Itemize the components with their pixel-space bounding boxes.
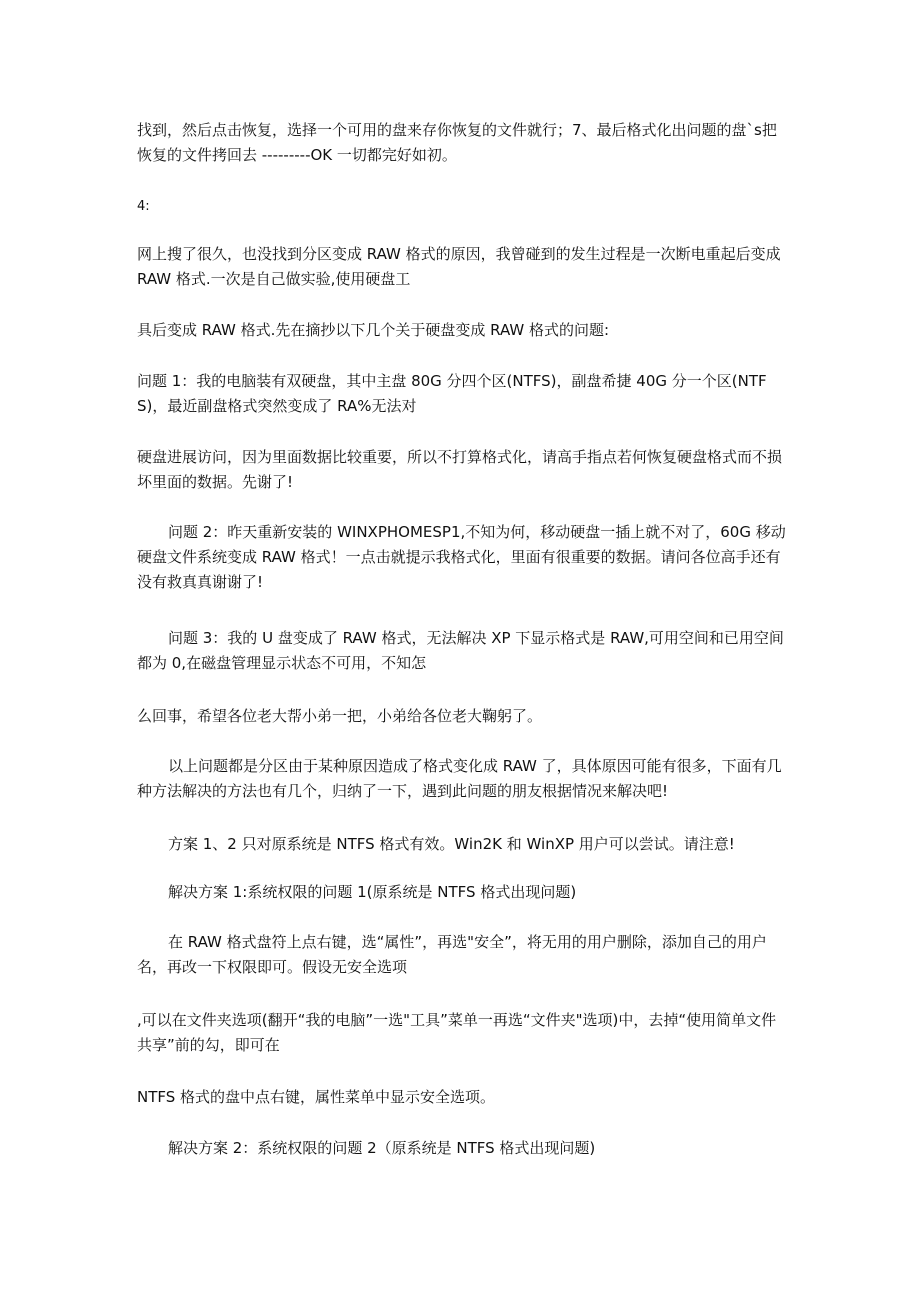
paragraph-security-option: NTFS 格式的盘中点右键，属性菜单中显示安全选项。 (137, 1088, 496, 1106)
section-number-4: 4: (137, 199, 150, 214)
paragraph-solution-1-step: 在 RAW 格式盘符上点右键，选“属性”，再选"安全”，将无用的用户删除，添加自己的用户名，再改一下权限即可。假设无安全选项 (137, 933, 767, 976)
paragraph-solution-note: 方案 1、2 只对原系统是 NTFS 格式有效。Win2K 和 WinXP 用户可以尝试。请注意! (168, 835, 735, 853)
paragraph-question-1: 问题 1：我的电脑装有双硬盘，其中主盘 80G 分四个区(NTFS)，副盘希捷 40G 分一个区(NTFS)，最近副盘格式突然变成了 RA%无法对 (137, 372, 767, 415)
paragraph-solution-summary: 以上问题都是分区由于某种原因造成了格式变化成 RAW 了，具体原因可能有很多，下面有几种方法解决的方法也有几个，归纳了一下，遇到此问题的朋友根据情况来解决吧! (137, 757, 782, 800)
heading-solution-2: 解决方案 2：系统权限的问题 2（原系统是 NTFS 格式出现问题) (168, 1139, 596, 1157)
paragraph-folder-options: ,可以在文件夹选项(翻开“我的电脑”一选"工具”菜单一再选“文件夹"选项)中，去掉“使用简单文件共享”前的勾，即可在 (137, 1011, 777, 1054)
heading-solution-1: 解决方案 1:系统权限的问题 1(原系统是 NTFS 格式出现问题) (168, 883, 577, 901)
paragraph-question-1-continued: 硬盘进展访问，因为里面数据比较重要，所以不打算格式化，请高手指点若何恢复硬盘格式而不损坏里面的数据。先谢了! (137, 448, 783, 491)
paragraph-raw-questions-intro: 具后变成 RAW 格式.先在摘抄以下几个关于硬盘变成 RAW 格式的问题: (137, 321, 610, 339)
paragraph-question-3: 问题 3：我的 U 盘变成了 RAW 格式，无法解决 XP 下显示格式是 RAW,可用空间和已用空间都为 0,在磁盘管理显示状态不可用，不知怎 (137, 629, 784, 672)
paragraph-raw-cause: 网上搜了很久，也没找到分区变成 RAW 格式的原因，我曾碰到的发生过程是一次断电重起后变成 RAW 格式.一次是自己做实验,使用硬盘工 (137, 245, 781, 288)
paragraph-recovery-steps: 找到，然后点击恢复，选择一个可用的盘来存你恢复的文件就行；7、最后格式化出问题的盘`s把恢复的文件拷回去 ---------OK 一切都完好如初。 (137, 121, 777, 164)
paragraph-question-2: 问题 2：昨天重新安装的 WINXPHOMESP1,不知为何，移动硬盘一插上就不对了，60G 移动硬盘文件系统变成 RAW 格式！一点击就提示我格式化，里面有很重要的数据。请问各位高手还有没有救真真谢谢了! (137, 523, 786, 591)
paragraph-question-3-continued: 么回事，希望各位老大帮小弟一把，小弟给各位老大鞠躬了。 (137, 707, 543, 725)
